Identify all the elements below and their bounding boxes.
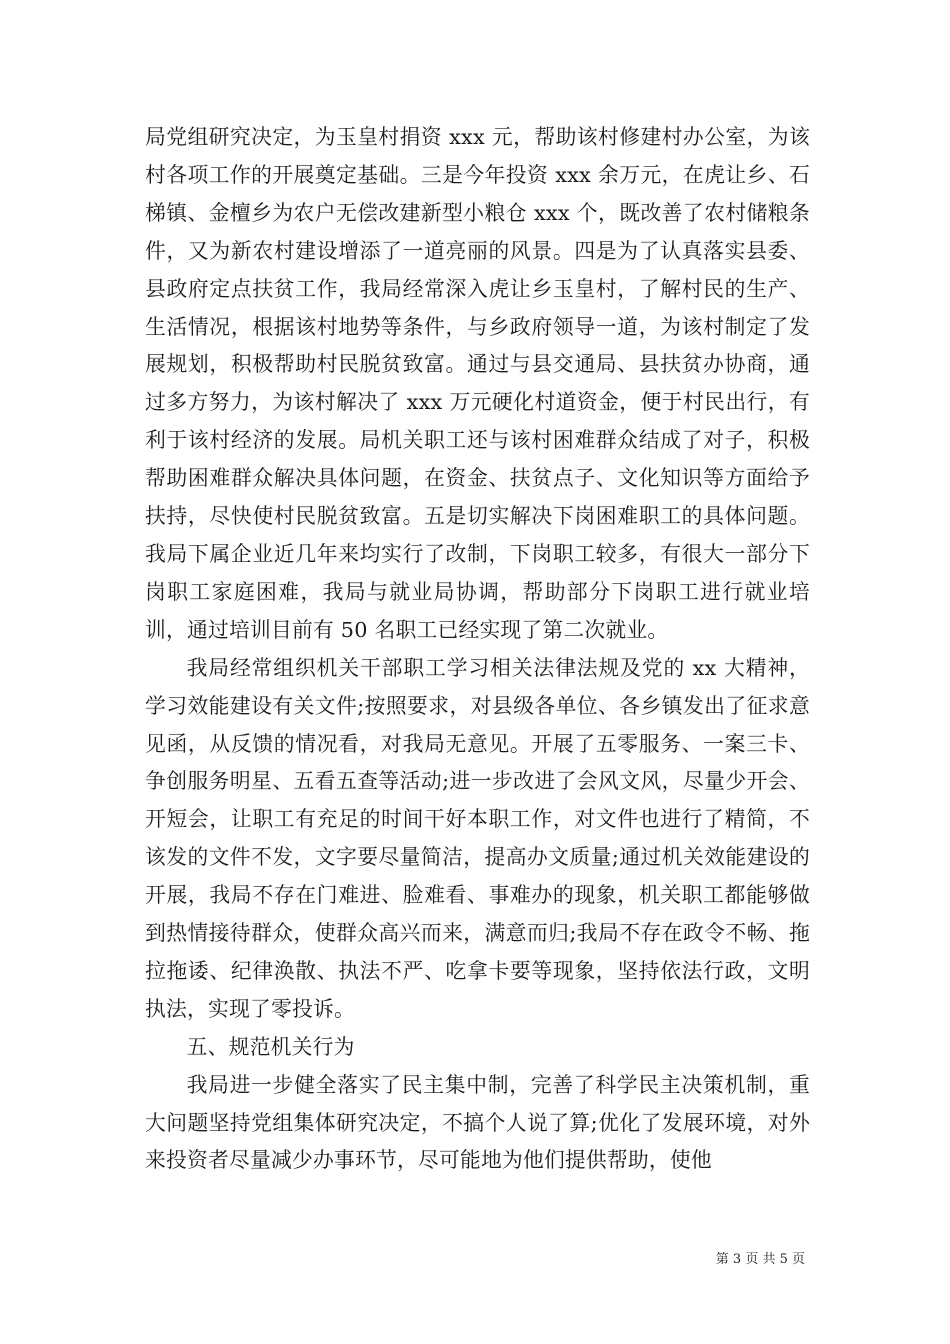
page-number: 第 3 页 共 5 页 [715, 1252, 805, 1267]
paragraph-efficiency-building: 我局经常组织机关干部职工学习相关法律法规及党的 xx 大精神，学习效能建设有关文件;按照要求，对县级各单位、各乡镇发出了征求意见函，从反馈的情况看，对我局无意见。开展了五零服务、一案三卡、争创服务明星、五看五查等活动;进一步改进了会风文风，尽量少开会、开短会，让职工有充足的时间干好本职工作，对文件也进行了精简，不该发的文件不发，文字要尽量简洁，提高办文质量;通过机关效能建设的开展，我局不存在门难进、脸难看、事难办的现象，机关职工都能够做到热情接待群众，使群众高兴而来，满意而归;我局不存在政令不畅、拖拉拖诿、纪律涣散、执法不严、吃拿卡要等现象，坚持依法行政，文明执法，实现了零投诉。 [145, 655, 810, 1021]
section-heading-regulate-conduct: 五、规范机关行为 [186, 1034, 355, 1059]
document-body [145, 119, 810, 1180]
paragraph-poverty-relief: 局党组研究决定，为玉皇村捐资 xxx 元，帮助该村修建村办公室，为该村各项工作的开展奠定基础。三是今年投资 xxx 余万元，在虎让乡、石梯镇、金檀乡为农户无偿改建新型小粮仓 xxx 个，既改善了农村储粮条件，又为新农村建设增添了一道亮丽的风景。四是为了认真落实县委、县政府定点扶贫工作，我局经常深入虎让乡玉皇村，了解村民的生产、生活情况，根据该村地势等条件，与乡政府领导一道，为该村制定了发展规划，积极帮助村民脱贫致富。通过与县交通局、县扶贫办协商，通过多方努力，为该村解决了 xxx 万元硬化村道资金，便于村民出行，有利于该村经济的发展。局机关职工还与该村困难群众结成了对子，积极帮助困难群众解决具体问题，在资金、扶贫点子、文化知识等方面给予扶持，尽快使村民脱贫致富。五是切实解决下岗困难职工的具体问题。我局下属企业近几年来均实行了改制，下岗职工较多，有很大一部分下岗职工家庭困难，我局与就业局协调，帮助部分下岗职工进行就业培训，通过培训目前有 50 名职工已经实现了第二次就业。 [145, 125, 810, 642]
paragraph-democratic-centralism: 我局进一步健全落实了民主集中制，完善了科学民主决策机制，重大问题坚持党组集体研究决定，不搞个人说了算;优化了发展环境，对外来投资者尽量减少办事环节，尽可能地为他们提供帮助，使他 [145, 1072, 810, 1173]
